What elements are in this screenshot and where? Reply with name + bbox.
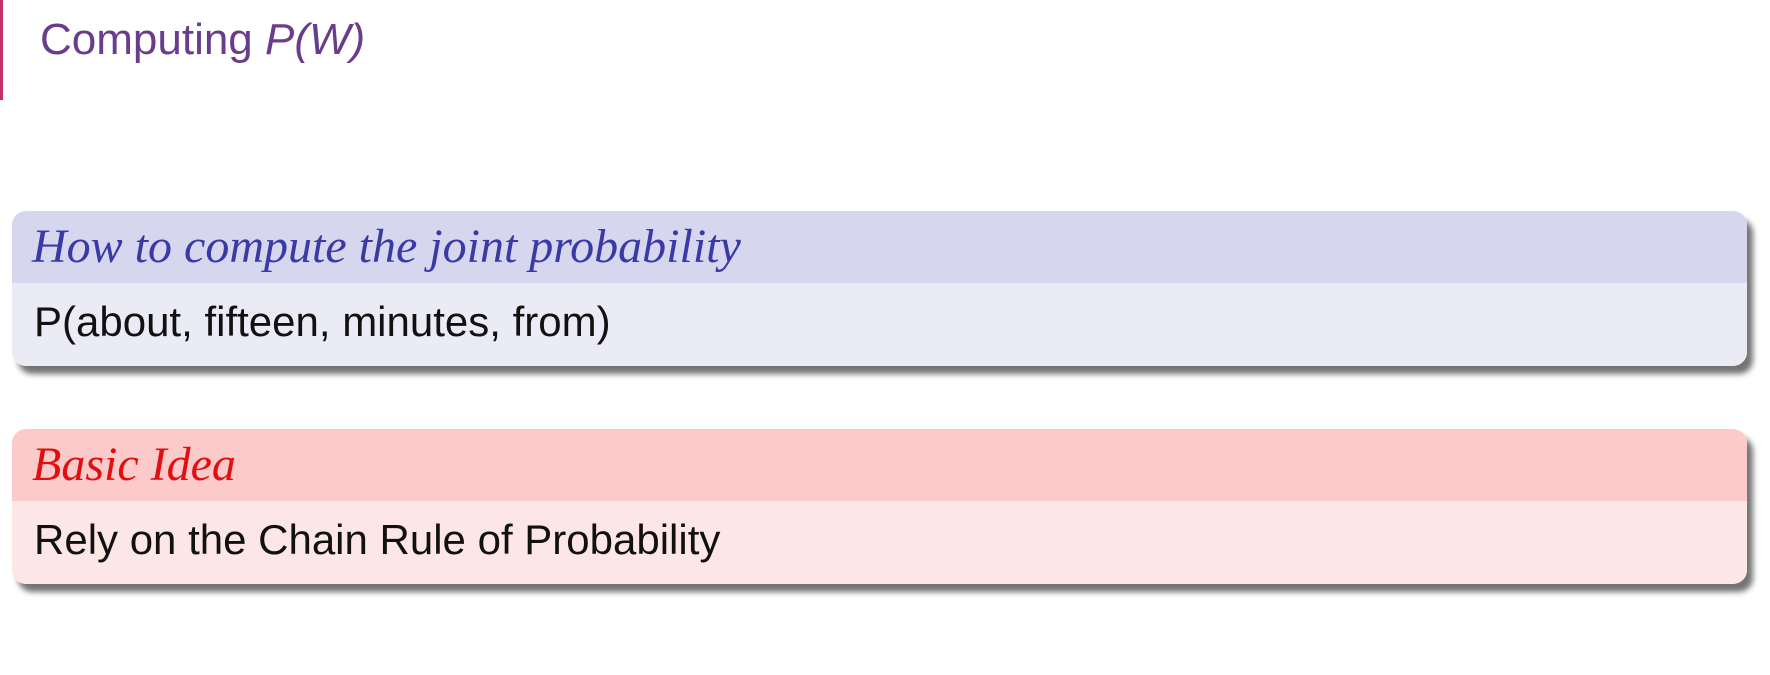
title-accent-bar: [0, 0, 3, 100]
block-basic-idea: [12, 429, 1747, 584]
title-text: Computing: [40, 15, 266, 64]
block-heading: Basic Idea: [12, 429, 1747, 501]
block-body: Rely on the Chain Rule of Probability: [12, 501, 1747, 584]
page-title: [40, 10, 365, 70]
block-joint-probability: [12, 211, 1747, 366]
block-body: P(about, fifteen, minutes, from): [12, 283, 1747, 366]
block-heading: How to compute the joint probability: [12, 211, 1747, 283]
title-math: P(W): [265, 15, 366, 64]
